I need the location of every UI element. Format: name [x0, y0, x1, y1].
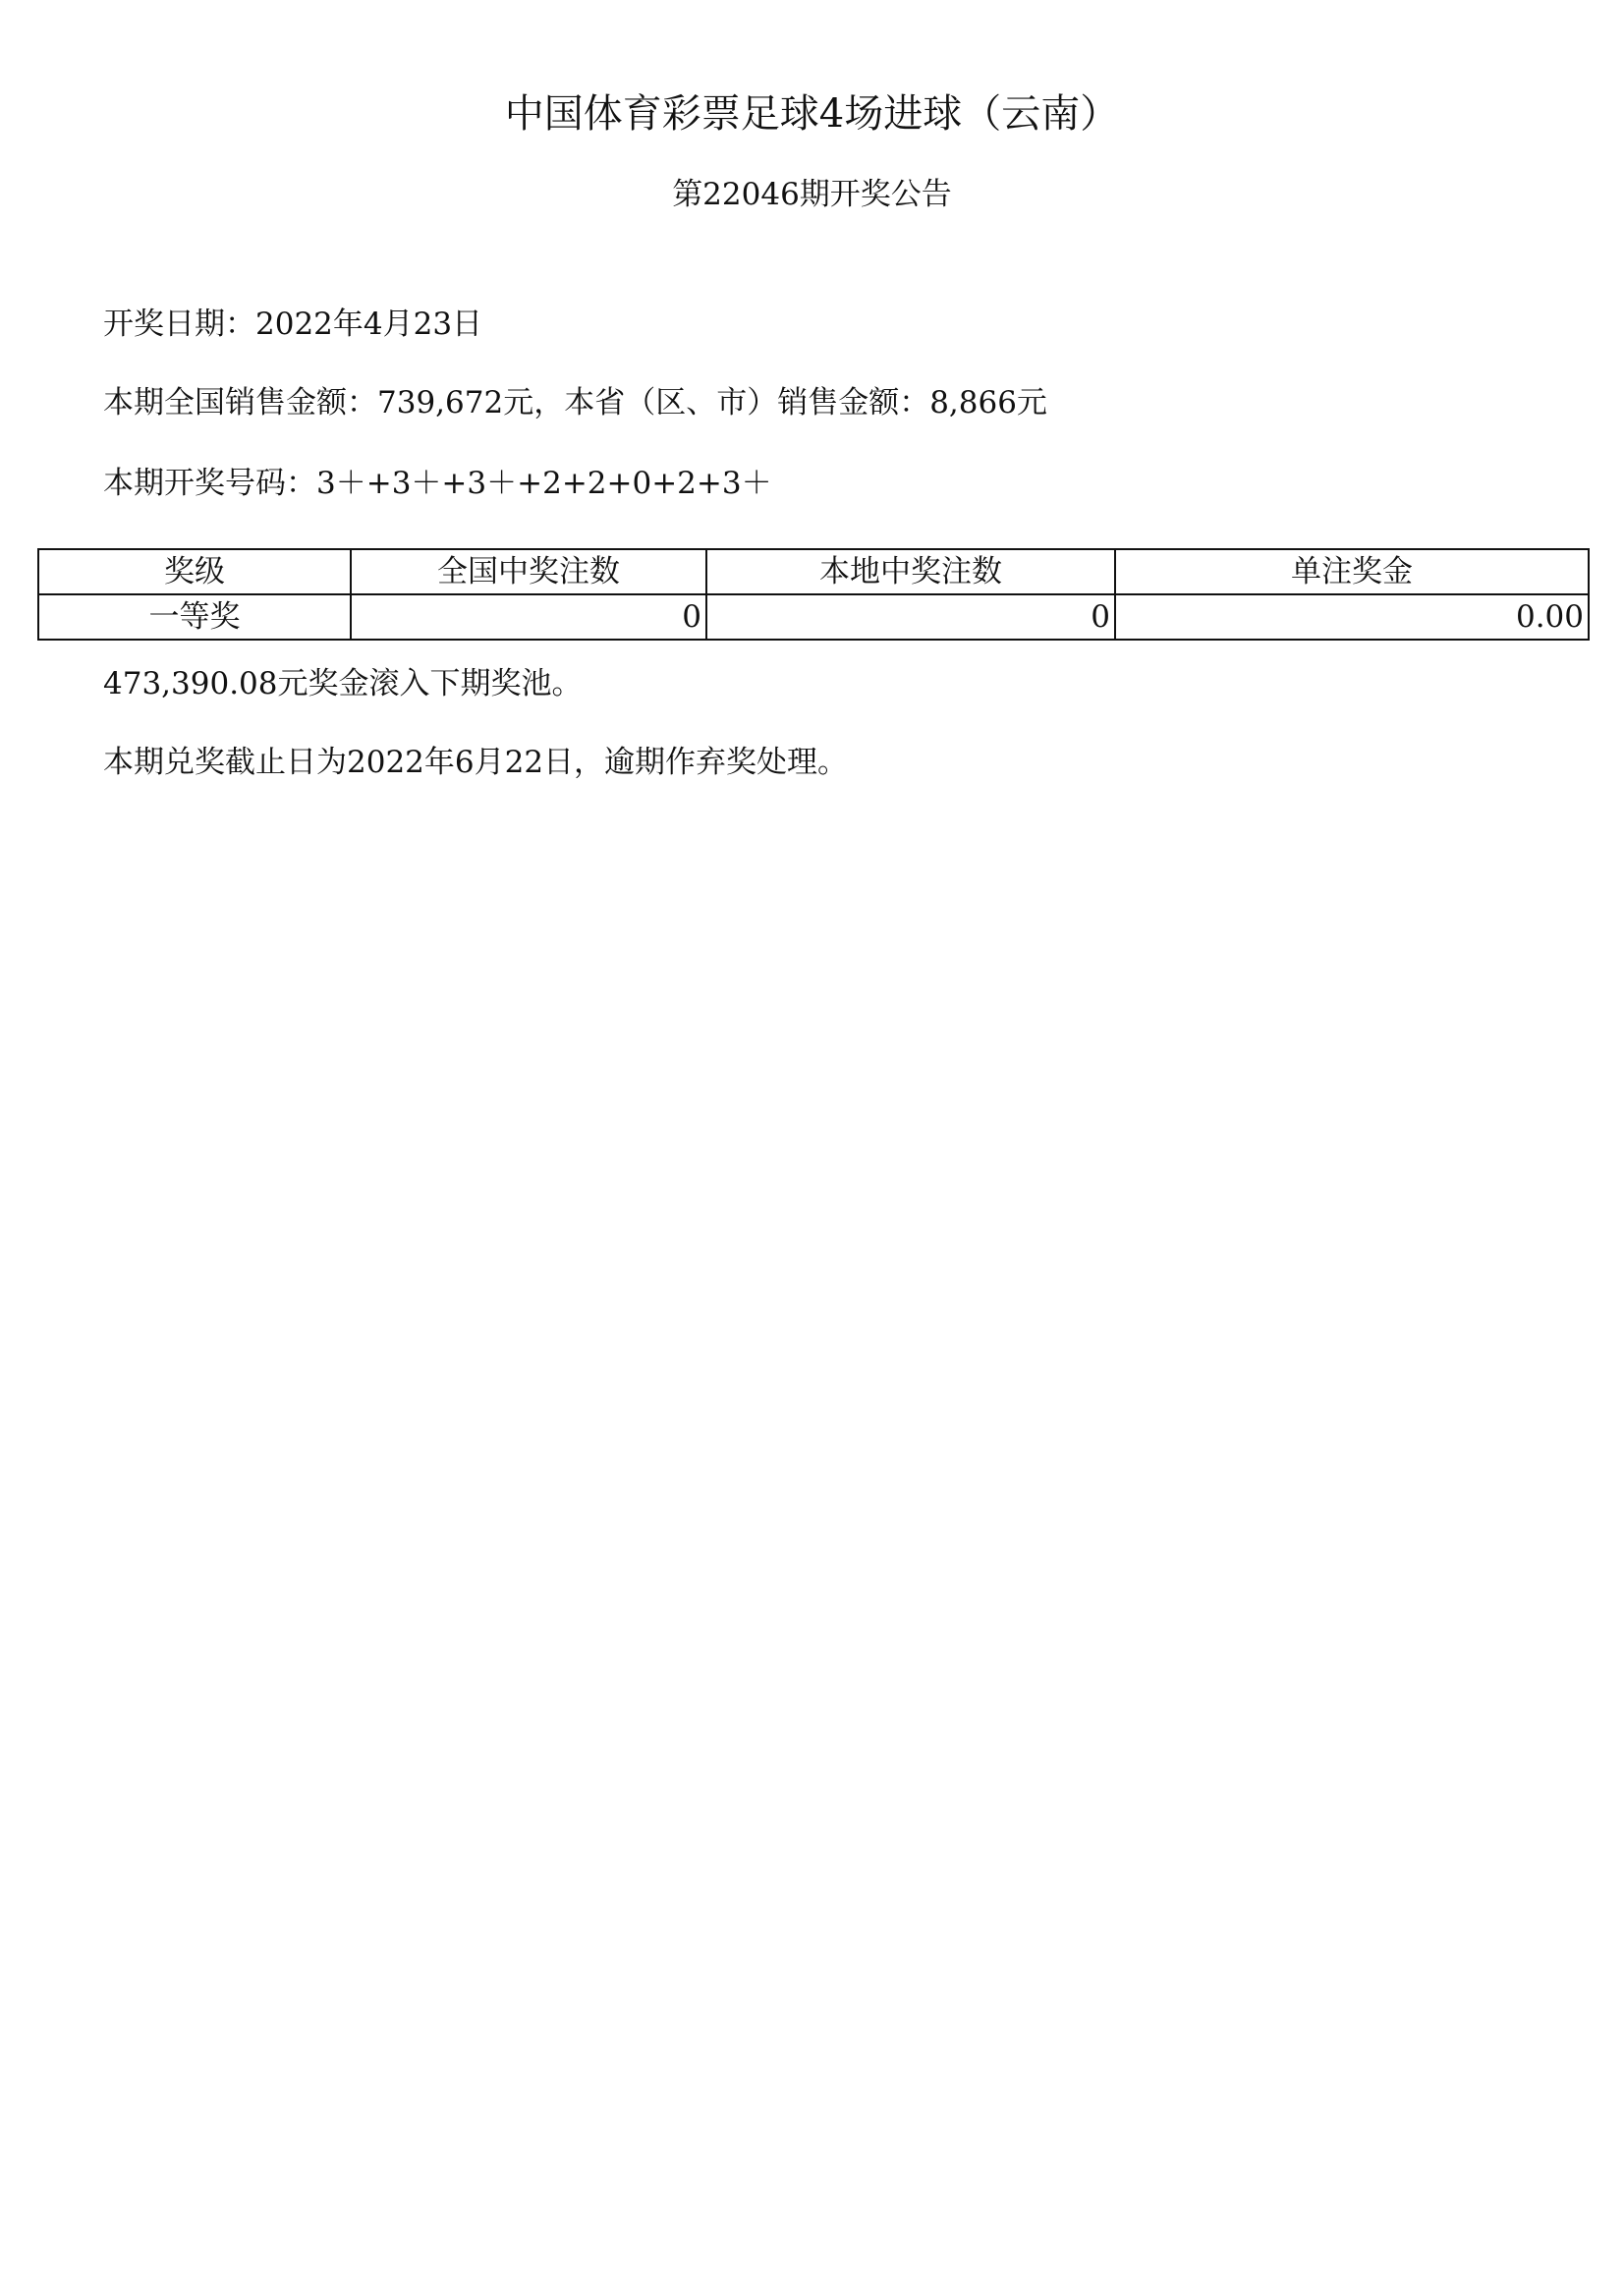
table-header-row [38, 549, 1589, 594]
draw-date: 开奖日期：2022年4月23日 [103, 307, 483, 342]
header-prize-per-bet: 单注奖金 [1115, 549, 1589, 594]
header-local-winners: 本地中奖注数 [706, 549, 1115, 594]
header-prize-level: 奖级 [38, 549, 351, 594]
cell-prize-level: 一等奖 [38, 594, 351, 640]
header-national-winners: 全国中奖注数 [351, 549, 706, 594]
winning-numbers: 本期开奖号码：3＋+3＋+3＋+2+2+0+2+3＋ [103, 466, 772, 501]
cell-prize-per-bet: 0.00 [1115, 594, 1589, 640]
cell-local-winners: 0 [706, 594, 1115, 640]
sales-amount: 本期全国销售金额：739,672元，本省（区、市）销售金额：8,866元 [103, 385, 1047, 420]
jackpot-rollover: 473,390.08元奖金滚入下期奖池。 [103, 666, 583, 701]
table-row [38, 594, 1589, 640]
page-title: 中国体育彩票足球4场进球（云南） [504, 91, 1120, 137]
cell-national-winners: 0 [351, 594, 706, 640]
issue-subtitle: 第22046期开奖公告 [672, 177, 952, 212]
prize-table [37, 548, 1590, 641]
claim-deadline: 本期兑奖截止日为2022年6月22日，逾期作弃奖处理。 [103, 745, 849, 780]
